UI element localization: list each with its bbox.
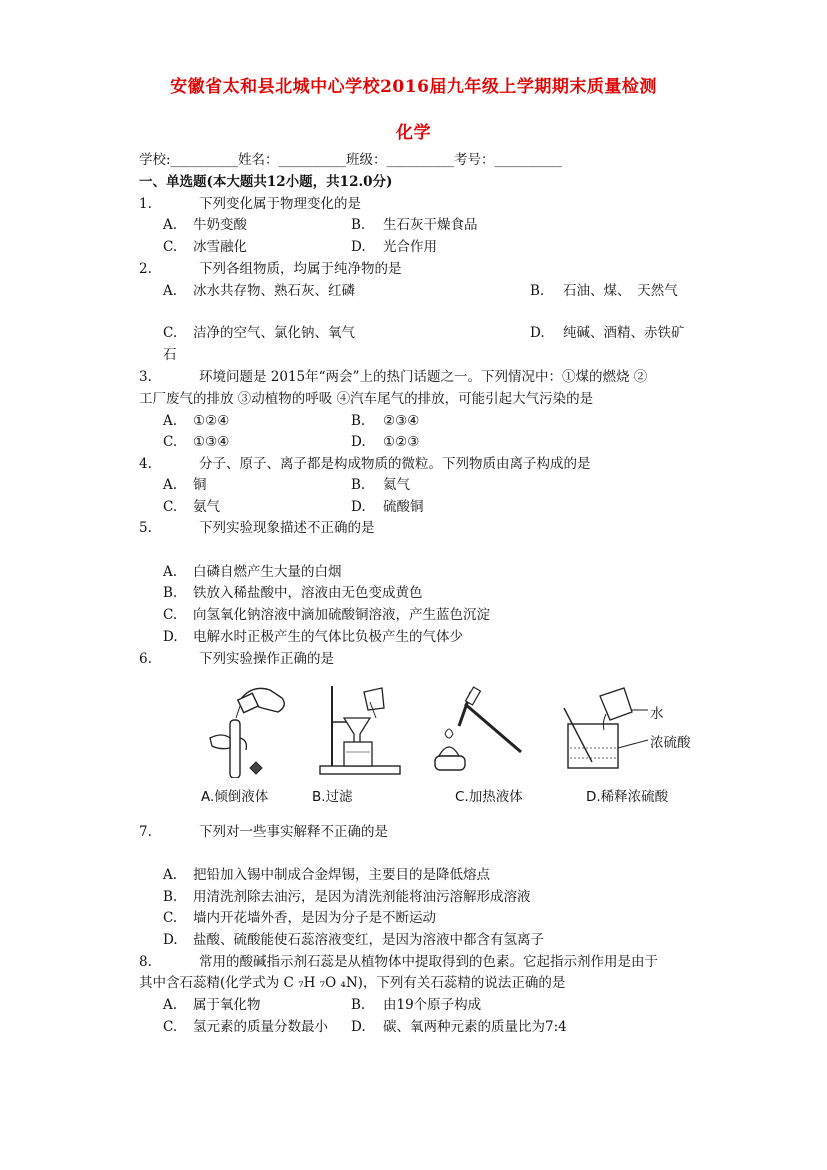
question-stem: 下列实验操作正确的是 (199, 651, 334, 667)
section-heading: 一、单选题(本大题共12小题，共12.0分) (139, 174, 393, 190)
option-text: 牛奶变酸 (193, 217, 247, 233)
question-number: 2. (139, 261, 152, 277)
subject-title: 化学 (396, 123, 431, 143)
option-letter: B. (530, 283, 545, 299)
figure-label-c: C.加热液体 (455, 789, 523, 805)
option-text: 白磷自燃产生大量的白烟 (193, 564, 342, 580)
option-text: 洁净的空气、氯化钠、氧气 (193, 325, 355, 341)
option-letter: A. (163, 413, 178, 429)
option-text: 铁放入稀盐酸中，溶液由无色变成黄色 (193, 585, 423, 601)
option-letter: A. (163, 217, 178, 233)
option-text: 碳、氧两种元素的质量比为7:4 (383, 1019, 567, 1035)
option-letter: B. (351, 477, 366, 493)
question-number: 3. (139, 369, 152, 385)
page-title: 安徽省太和县北城中心学校2016届九年级上学期期末质量检测 (170, 77, 657, 97)
question-stem-continued: 工厂废气的排放 ③动植物的呼吸 ④汽车尾气的排放，可能引起大气污染的是 (139, 391, 594, 407)
option-letter: C. (163, 499, 178, 515)
option-text: 用清洗剂除去油污，是因为清洗剂能将油污溶解形成溶液 (193, 889, 531, 905)
question-stem: 下列实验现象描述不正确的是 (199, 520, 375, 536)
question-stem: 下列对一些事实解释不正确的是 (199, 824, 388, 840)
option-text-wrap: 石 (163, 347, 177, 363)
option-letter: C. (163, 910, 178, 926)
option-letter: C. (163, 325, 178, 341)
figure-b-filtration (310, 678, 410, 778)
option-text: ②③④ (383, 413, 420, 429)
question-stem-continued: 其中含石蕊精(化学式为 C ₇H ₇O ₄N)，下列有关石蕊精的说法正确的是 (139, 975, 566, 991)
question-number: 4. (139, 456, 152, 472)
question-stem: 下列各组物质，均属于纯净物的是 (199, 261, 402, 277)
question-number: 6. (139, 651, 152, 667)
option-letter: C. (163, 607, 178, 623)
question-stem: 常用的酸碱指示剂石蕊是从植物体中提取得到的色素。它起指示剂作用是由于 (199, 954, 658, 970)
figure-a-pouring-liquid (200, 678, 300, 778)
question-number: 1. (139, 196, 152, 212)
option-text: 属于氧化物 (193, 997, 261, 1013)
option-text: 纯碱、酒精、赤铁矿 (563, 325, 685, 341)
option-text: 冰水共存物、熟石灰、红磷 (193, 283, 355, 299)
option-text: 生石灰干燥食品 (383, 217, 478, 233)
option-letter: B. (351, 997, 366, 1013)
option-letter: C. (163, 239, 178, 255)
option-letter: D. (351, 1019, 366, 1035)
option-text: 冰雪融化 (193, 239, 247, 255)
option-text: 电解水时正极产生的气体比负极产生的气体少 (193, 629, 463, 645)
question-stem: 下列变化属于物理变化的是 (199, 196, 361, 212)
figure-c-heating-liquid (425, 678, 535, 778)
question-number: 5. (139, 520, 152, 536)
figure-label-d: D.稀释浓硫酸 (586, 789, 669, 805)
option-text: ①②④ (193, 413, 230, 429)
option-letter: D. (163, 932, 178, 948)
option-letter: A. (163, 283, 178, 299)
question-number: 7. (139, 824, 152, 840)
option-letter: B. (163, 585, 178, 601)
figure-tag-water: 水 (650, 706, 664, 722)
option-text: 氨气 (193, 499, 220, 515)
option-letter: A. (163, 477, 178, 493)
figure-d-diluting-acid (562, 678, 692, 778)
option-text: 由19个原子构成 (383, 997, 482, 1013)
option-text: ①②③ (383, 434, 420, 450)
option-letter: B. (351, 413, 366, 429)
option-letter: A. (163, 997, 178, 1013)
option-letter: B. (351, 217, 366, 233)
option-text: 盐酸、硫酸能使石蕊溶液变红，是因为溶液中都含有氢离子 (193, 932, 544, 948)
option-letter: C. (163, 1019, 178, 1035)
option-text: ①③④ (193, 434, 230, 450)
option-text: 铜 (193, 477, 207, 493)
question-number: 8. (139, 954, 152, 970)
option-letter: C. (163, 434, 178, 450)
student-info-line: 学校:__________姓名：__________班级：__________考号：__________ (139, 152, 563, 168)
figure-label-a: A.倾倒液体 (201, 789, 269, 805)
option-text: 硫酸铜 (383, 499, 424, 515)
option-text: 石油、煤、 天然气 (563, 283, 678, 299)
option-text: 氢元素的质量分数最小 (193, 1019, 328, 1035)
option-text: 氦气 (383, 477, 410, 493)
option-letter: D. (163, 629, 178, 645)
question-stem: 环境问题是 2015年“两会”上的热门话题之一。下列情况中：①煤的燃烧 ② (199, 369, 648, 385)
option-text: 向氢氧化钠溶液中滴加硫酸铜溶液，产生蓝色沉淀 (193, 607, 490, 623)
question-stem: 分子、原子、离子都是构成物质的微粒。下列物质由离子构成的是 (199, 456, 591, 472)
option-letter: D. (351, 499, 366, 515)
option-text: 光合作用 (383, 239, 437, 255)
figure-tag-acid: 浓硫酸 (650, 735, 691, 751)
option-letter: B. (163, 889, 178, 905)
option-letter: A. (163, 564, 178, 580)
figure-label-b: B.过滤 (312, 789, 353, 805)
option-letter: D. (530, 325, 545, 341)
option-text: 墙内开花墙外香，是因为分子是不断运动 (193, 910, 436, 926)
option-text: 把铅加入锡中制成合金焊锡，主要目的是降低熔点 (193, 867, 490, 883)
option-letter: A. (163, 867, 178, 883)
option-letter: D. (351, 239, 366, 255)
option-letter: D. (351, 434, 366, 450)
